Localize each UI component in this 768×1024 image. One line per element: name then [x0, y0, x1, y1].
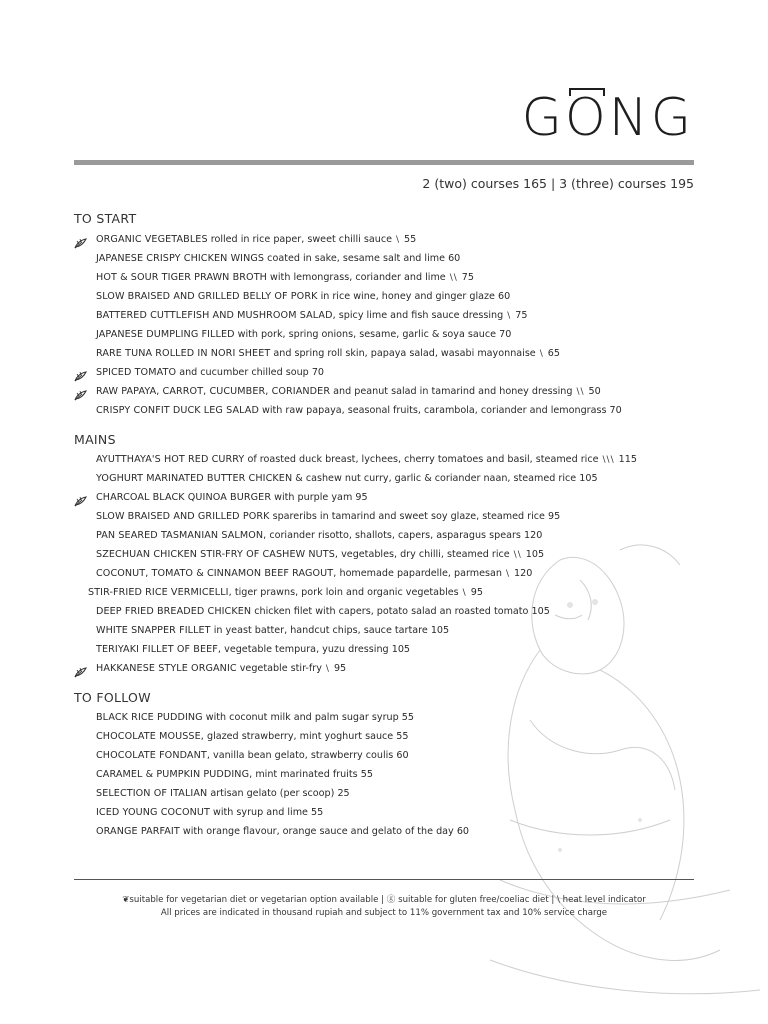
- menu-item-name: JAPANESE DUMPLING FILLED: [96, 329, 235, 340]
- menu-item: [96, 367, 324, 379]
- menu-item-price: 70: [609, 405, 622, 416]
- menu-item-name: HOT & SOUR TIGER PRAWN BROTH: [96, 272, 267, 283]
- leaf-icon: [73, 367, 87, 379]
- menu-item-name: CRISPY CONFIT DUCK LEG SALAD: [96, 405, 259, 416]
- footer-divider: [74, 879, 694, 880]
- menu-item-name: YOGHURT MARINATED BUTTER CHICKEN: [96, 473, 293, 484]
- menu-item-name: WHITE SNAPPER FILLET: [96, 625, 211, 636]
- menu-item-name: SELECTION OF ITALIAN: [96, 788, 208, 799]
- chili-icon: \\: [449, 273, 458, 283]
- leaf-icon: [73, 386, 87, 398]
- menu-item: [96, 348, 560, 360]
- menu-item-description: spicy lime and fish sauce dressing: [338, 310, 504, 321]
- menu-item-description: coated in sake, sesame salt and lime: [267, 253, 445, 264]
- menu-item-name: ICED YOUNG COCONUT: [96, 807, 210, 818]
- menu-item-price: 95: [355, 492, 368, 503]
- menu-item-description: with purple yam: [274, 492, 353, 503]
- menu-item-name: SLOW BRAISED AND GRILLED BELLY OF PORK: [96, 291, 318, 302]
- menu-item: [96, 492, 368, 504]
- menu-item-description: homemade papardelle, parmesan: [339, 568, 502, 579]
- menu-item-price: 55: [401, 712, 414, 723]
- menu-item: [96, 511, 560, 523]
- footer-note: All prices are indicated in thousand rupiah and subject to 11% government tax and 10% service charge: [160, 908, 608, 918]
- chili-icon: \: [505, 569, 510, 579]
- leaf-icon: [73, 492, 87, 504]
- menu-item: [96, 644, 410, 656]
- menu-item: [96, 731, 409, 743]
- brand-logo: [521, 88, 694, 148]
- menu-item-price: 75: [461, 272, 474, 283]
- menu-item-price: 95: [548, 511, 561, 522]
- chili-icon: \\: [513, 550, 522, 560]
- menu-item-description: vanilla bean gelato, strawberry coulis: [213, 750, 394, 761]
- menu-item-name: CARAMEL & PUMPKIN PUDDING,: [96, 769, 253, 780]
- menu-item-price: 55: [404, 234, 417, 245]
- menu-item-price: 60: [498, 291, 511, 302]
- menu-item: [96, 826, 469, 838]
- menu-item-description: and cucumber chilled soup: [179, 367, 309, 378]
- menu-item-description: and spring roll skin, papaya salad, wasabi mayonnaise: [273, 348, 536, 359]
- menu-item: [96, 568, 532, 580]
- menu-item-name: CHOCOLATE MOUSSE,: [96, 731, 204, 742]
- menu-item-name: RAW PAPAYA, CARROT, CUCUMBER, CORIANDER: [96, 386, 331, 397]
- menu-item-name: JAPANESE CRISPY CHICKEN WINGS: [96, 253, 265, 264]
- menu-item: [96, 329, 511, 341]
- menu-item-description: artisan gelato (per scoop): [210, 788, 335, 799]
- menu-item-description: with coconut milk and palm sugar syrup: [205, 712, 399, 723]
- chili-icon: \\: [576, 387, 585, 397]
- menu-item-price: 105: [531, 606, 550, 617]
- menu-item: [96, 788, 350, 800]
- section-title-to-start: TO START: [74, 211, 137, 226]
- menu-item-description: coriander risotto, shallots, capers, asparagus spears: [269, 530, 521, 541]
- menu-item-description: with orange flavour, orange sauce and gelato of the day: [182, 826, 454, 837]
- menu-item: [96, 405, 622, 417]
- menu-item-price: 70: [499, 329, 512, 340]
- menu-item-name: CHARCOAL BLACK QUINOA BURGER: [96, 492, 272, 503]
- leaf-icon: ❦: [122, 895, 130, 905]
- menu-item-price: 50: [588, 386, 601, 397]
- menu-item: [96, 750, 409, 762]
- menu-item-price: 120: [523, 530, 543, 541]
- menu-item-description: with pork, spring onions, sesame, garlic & soya sauce: [237, 329, 497, 340]
- menu-item: [96, 549, 544, 561]
- menu-item-description: rolled in rice paper, sweet chilli sauce: [210, 234, 392, 245]
- illustration-dancer: [470, 520, 768, 1024]
- menu-item: [96, 454, 637, 466]
- menu-item-price: 115: [618, 454, 637, 465]
- menu-item-description: with lemongrass, coriander and lime: [270, 272, 446, 283]
- menu-item-name: SZECHUAN CHICKEN STIR-FRY OF CASHEW NUTS,: [96, 549, 339, 560]
- chili-icon: \: [462, 588, 467, 598]
- header-divider: [74, 160, 694, 165]
- menu-item-price: 25: [337, 788, 350, 799]
- menu-item-price: 105: [579, 473, 598, 484]
- menu-item-description: chicken filet with capers, potato salad an roasted tomato: [254, 606, 529, 617]
- menu-item-description: with raw papaya, seasonal fruits, carambola, coriander and lemongrass: [262, 405, 607, 416]
- menu-item-price: 105: [430, 625, 450, 636]
- menu-item-name: CHOCOLATE FONDANT,: [96, 750, 210, 761]
- menu-item-description: mint marinated fruits: [255, 769, 358, 780]
- menu-item-name: BATTERED CUTTLEFISH AND MUSHROOM SALAD,: [96, 310, 336, 321]
- chili-icon: \: [507, 311, 512, 321]
- menu-item-name: PAN SEARED TASMANIAN SALMON,: [96, 530, 267, 541]
- menu-item: [96, 310, 527, 322]
- menu-item: [96, 253, 460, 265]
- footer-legend-text: suitable for vegetarian diet or vegetarian option available | ⓖ suitable for gluten free/coeliac diet | \ heat level indicator: [129, 895, 646, 905]
- menu-item-price: 60: [396, 750, 409, 761]
- menu-item-price: 55: [396, 731, 409, 742]
- menu-item-price: 55: [360, 769, 373, 780]
- section-title-mains: MAINS: [74, 432, 116, 447]
- menu-item-description: with syrup and lime: [213, 807, 308, 818]
- menu-item-price: 75: [515, 310, 528, 321]
- menu-item-name: DEEP FRIED BREADED CHICKEN: [96, 606, 252, 617]
- menu-item: [96, 386, 601, 398]
- course-pricing: 2 (two) courses 165 | 3 (three) courses 195: [422, 176, 694, 191]
- menu-item-price: 105: [525, 549, 545, 560]
- menu-item-name: AYUTTHAYA'S HOT RED CURRY: [96, 454, 245, 465]
- logo-ring-icon: [569, 88, 605, 96]
- menu-item: [96, 769, 373, 781]
- menu-item-name: RARE TUNA ROLLED IN NORI SHEET: [96, 348, 271, 359]
- menu-item: [96, 291, 510, 303]
- menu-item-name: SPICED TOMATO: [96, 367, 177, 378]
- brand-logo-text: GONG: [521, 88, 694, 148]
- leaf-icon: [73, 234, 87, 246]
- menu-item-description: vegetable tempura, yuzu dressing: [224, 644, 389, 655]
- menu-item-name: BLACK RICE PUDDING: [96, 712, 203, 723]
- menu-item-name: ORANGE PARFAIT: [96, 826, 180, 837]
- menu-item-price: 95: [333, 663, 347, 674]
- chili-icon: \: [325, 664, 330, 674]
- menu-item-name: STIR-FRIED RICE VERMICELLI,: [88, 587, 232, 598]
- menu-item-description: in rice wine, honey and ginger glaze: [320, 291, 495, 302]
- menu-item-price: 60: [448, 253, 461, 264]
- leaf-icon: [73, 663, 87, 675]
- menu-item-price: 95: [470, 587, 483, 598]
- menu-item-name: ORGANIC VEGETABLES: [96, 234, 208, 245]
- menu-item-price: 105: [391, 644, 411, 655]
- menu-item: [96, 234, 416, 246]
- menu-item-description: tiger prawns, pork loin and organic vegetables: [234, 587, 459, 598]
- menu-item: [96, 606, 550, 618]
- menu-item: [96, 712, 414, 724]
- menu-item: [96, 807, 323, 819]
- menu-item-name: COCONUT, TOMATO & CINNAMON BEEF RAGOUT,: [96, 568, 337, 579]
- menu-item-description: & cashew nut curry, garlic & coriander naan, steamed rice: [295, 473, 577, 484]
- menu-item: [96, 530, 542, 542]
- menu-item-description: vegetable stir-fry: [239, 663, 322, 674]
- menu-item-price: 120: [513, 568, 533, 579]
- menu-item: [88, 587, 483, 599]
- menu-item-description: of roasted duck breast, lychees, cherry tomatoes and basil, steamed rice: [247, 454, 599, 465]
- menu-item-price: 65: [547, 348, 560, 359]
- menu-item-price: 60: [456, 826, 470, 837]
- menu-item-name: TERIYAKI FILLET OF BEEF,: [96, 644, 222, 655]
- chili-icon: \: [396, 235, 401, 245]
- menu-item-description: in yeast batter, handcut chips, sauce tartare: [213, 625, 428, 636]
- section-title-to-follow: TO FOLLOW: [74, 690, 151, 705]
- menu-item-name: HAKKANESE STYLE ORGANIC: [96, 663, 237, 674]
- menu-item-description: vegetables, dry chilli, steamed rice: [341, 549, 510, 560]
- menu-item-name: SLOW BRAISED AND GRILLED PORK: [96, 511, 270, 522]
- menu-item: [96, 625, 449, 637]
- menu-item: [96, 473, 598, 485]
- menu-item: [96, 272, 474, 284]
- menu-item: [96, 663, 346, 675]
- chili-icon: \: [539, 349, 544, 359]
- menu-item-description: spareribs in tamarind and sweet soy glaze, steamed rice: [272, 511, 545, 522]
- footer-legend: [74, 893, 694, 905]
- menu-item-description: and peanut salad in tamarind and honey dressing: [333, 386, 573, 397]
- chili-icon: \\\: [602, 455, 615, 465]
- menu-item-price: 55: [311, 807, 324, 818]
- menu-item-description: glazed strawberry, mint yoghurt sauce: [206, 731, 394, 742]
- menu-item-price: 70: [311, 367, 325, 378]
